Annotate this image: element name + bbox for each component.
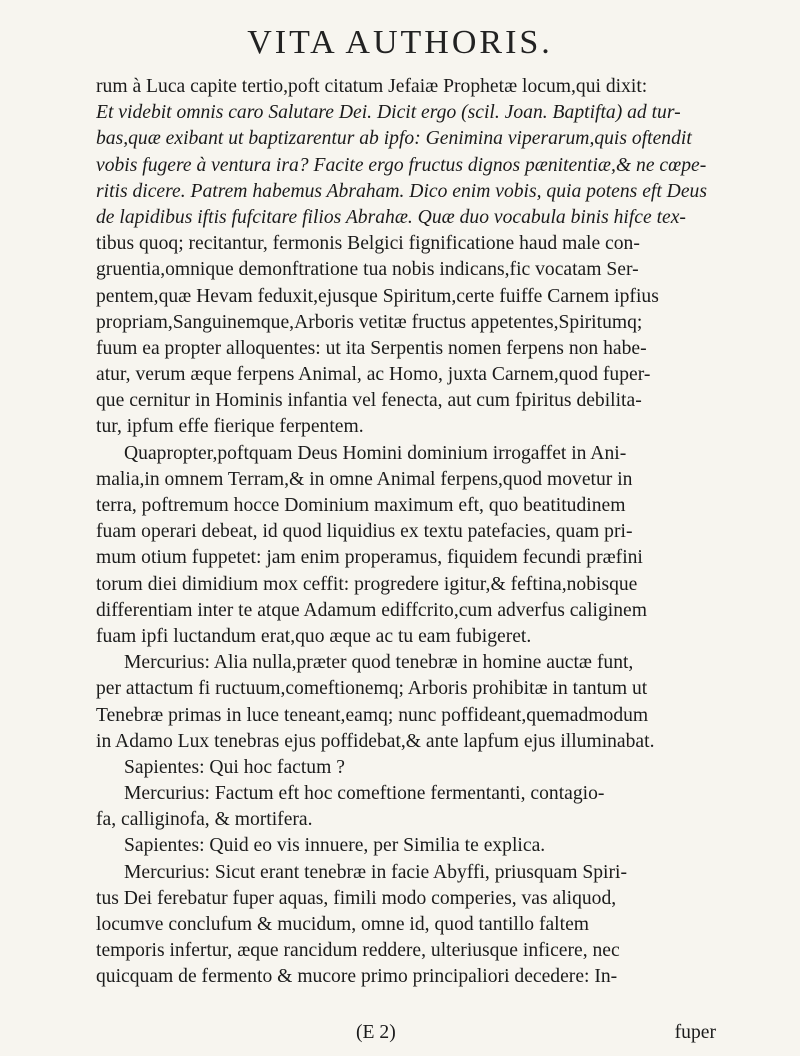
- text-line: temporis infertur, æque rancidum reddere, ulteriusque inficere, nec: [96, 940, 620, 962]
- text-line: Mercurius: Factum eft hoc comeftione fermentanti, contagio-: [124, 783, 605, 805]
- text-line: fuum ea propter alloquentes: ut ita Serpentis nomen ferpens non habe-: [96, 337, 647, 359]
- text-line: differentiam inter te atque Adamum ediffcrito,cum adverfus caliginem: [96, 599, 647, 621]
- page-footer: [96, 1022, 716, 1048]
- text-line: in Adamo Lux tenebras ejus poffidebat,& ante lapfum ejus illuminabat.: [96, 730, 655, 752]
- text-line: Quapropter,poftquam Deus Homini dominium irrogaffet in Ani-: [124, 442, 627, 464]
- text-line: fuam ipfi luctandum erat,quo æque ac tu eam fubigeret.: [96, 625, 532, 647]
- text-line: bas,quæ exibant ut baptizarentur ab ipfo: Genimina viperarum,quis oftendit: [96, 128, 692, 150]
- text-line: Sapientes: Quid eo vis innuere, per Similia te explica.: [124, 835, 546, 857]
- text-line: Et videbit omnis caro Salutare Dei. Dicit ergo (scil. Joan. Baptifta) ad tur-: [96, 102, 681, 124]
- text-line: rum à Luca capite tertio,poft citatum Jefaiæ Prophetæ locum,qui dixit:: [96, 76, 648, 97]
- text-line: de lapidibus iftis fufcitare filios Abrahæ. Quæ duo vocabula binis hifce tex-: [96, 206, 686, 228]
- text-line: malia,in omnem Terram,& in omne Animal ferpens,quod movetur in: [96, 468, 633, 490]
- text-line: Sapientes: Qui hoc factum ?: [124, 756, 345, 778]
- text-line: atur, verum æque ferpens Animal, ac Homo, juxta Carnem,quod fuper-: [96, 364, 651, 386]
- text-line: Mercurius: Sicut erant tenebræ in facie Abyffi, priusquam Spiri-: [124, 861, 627, 883]
- text-line: fuam operari debeat, id quod liquidius ex textu patefacies, quam pri-: [96, 521, 633, 543]
- text-line: vobis fugere à ventura ira? Facite ergo fructus dignos pænitentiæ,& ne cœpe-: [96, 154, 707, 176]
- text-line: tus Dei ferebatur fuper aquas, fimili modo comperies, vas aliquod,: [96, 887, 617, 909]
- running-head: VITA AUTHORIS.: [247, 24, 553, 61]
- text-line: terra, poftremum hocce Dominium maximum eft, quo beatitudinem: [96, 495, 626, 516]
- signature-mark: (E 2): [356, 1022, 396, 1043]
- body-text: [96, 74, 716, 991]
- text-line: tur, ipfum effe fierique ferpentem.: [96, 416, 364, 438]
- text-line: fa, calliginofa, & mortifera.: [96, 809, 313, 831]
- text-line: mum otium fuppetet: jam enim properamus, fiquidem fecundi præfini: [96, 547, 643, 569]
- text-line: torum diei dimidium mox ceffit: progredere igitur,& feftina,nobisque: [96, 573, 638, 595]
- text-line: pentem,quæ Hevam feduxit,ejusque Spiritum,certe fuiffe Carnem ipfius: [96, 285, 659, 307]
- text-line: gruentia,omnique demonftratione tua nobis indicans,fic vocatam Ser-: [96, 259, 639, 281]
- text-line: Mercurius: Alia nulla,præter quod tenebræ in homine auctæ funt,: [124, 652, 634, 674]
- text-line: ritis dicere. Patrem habemus Abraham. Dico enim vobis, quia potens eft Deus: [96, 180, 707, 202]
- text-line: quicquam de fermento & mucore primo principaliori decedere: In-: [96, 966, 618, 988]
- text-line: Tenebræ primas in luce teneant,eamq; nunc poffideant,quemadmodum: [96, 704, 649, 726]
- catchword: fuper: [674, 1022, 716, 1043]
- text-line: locumve conclufum & mucidum, omne id, quod tantillo faltem: [96, 914, 590, 935]
- text-line: propriam,Sanguinemque,Arboris vetitæ fructus appetentes,Spiritumq;: [96, 311, 643, 333]
- text-line: que cernitur in Hominis infantia vel fenecta, aut cum fpiritus debilita-: [96, 390, 642, 412]
- text-line: tibus quoq; recitantur, fermonis Belgici fignificatione haud male con-: [96, 233, 640, 255]
- text-line: per attactum fi ructuum,comeftionemq; Arboris prohibitæ in tantum ut: [96, 678, 648, 700]
